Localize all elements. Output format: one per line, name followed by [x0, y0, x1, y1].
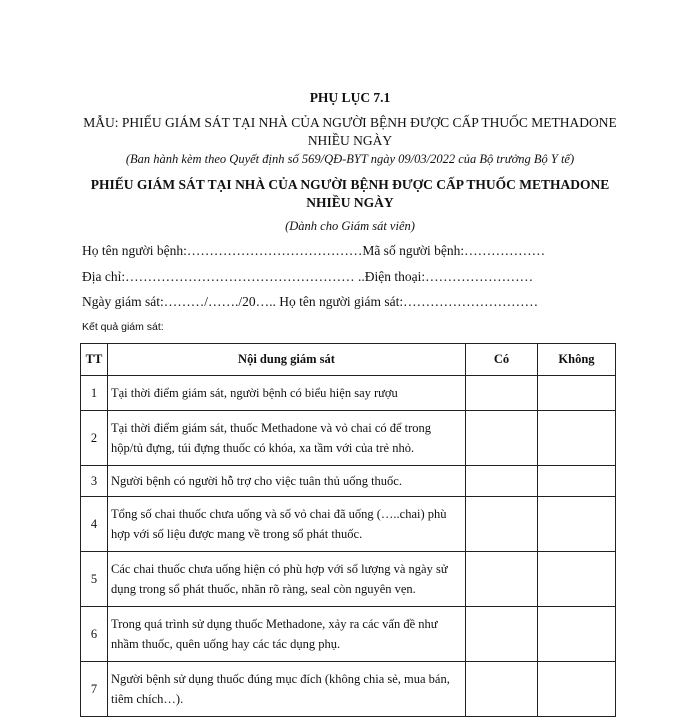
no-cell[interactable] [538, 466, 616, 497]
row-number: 6 [81, 607, 108, 662]
yes-cell[interactable] [466, 411, 538, 466]
yes-cell[interactable] [466, 552, 538, 607]
no-cell[interactable] [538, 376, 616, 411]
yes-cell[interactable] [466, 662, 538, 717]
supervision-date-line: Ngày giám sát:………/……./20….. Họ tên người giám sát:………………………… [82, 294, 539, 309]
form-title: MẪU: PHIẾU GIÁM SÁT TẠI NHÀ CỦA NGƯỜI BỆNH ĐƯỢC CẤP THUỐC METHADONE NHIỀU NGÀY [83, 115, 617, 148]
table-row [81, 662, 616, 717]
subtitle: (Dành cho Giám sát viên) [285, 219, 415, 233]
header-no: Không [538, 344, 616, 376]
table-row [81, 376, 616, 411]
row-content: Tại thời điểm giám sát, thuốc Methadone và vỏ chai có để trong hộp/tủ đựng, túi đựng thuốc có khóa, xa tầm với của trẻ nhỏ. [108, 411, 466, 466]
row-number: 4 [81, 497, 108, 552]
supervision-table [80, 343, 616, 717]
no-cell[interactable] [538, 411, 616, 466]
address-line: Địa chỉ:…………………………………………… ..Điện thoại:…………………… [82, 269, 534, 284]
table-row [81, 607, 616, 662]
no-cell[interactable] [538, 552, 616, 607]
row-content: Người bệnh sử dụng thuốc đúng mục đích (không chia sẻ, mua bán, tiêm chích…). [108, 662, 466, 717]
no-cell[interactable] [538, 662, 616, 717]
table-row [81, 497, 616, 552]
table-row [81, 466, 616, 497]
yes-cell[interactable] [466, 376, 538, 411]
row-number: 1 [81, 376, 108, 411]
row-number: 3 [81, 466, 108, 497]
row-number: 2 [81, 411, 108, 466]
header-tt: TT [81, 344, 108, 376]
no-cell[interactable] [538, 607, 616, 662]
row-number: 5 [81, 552, 108, 607]
yes-cell[interactable] [466, 497, 538, 552]
header-content: Nội dung giám sát [108, 344, 466, 376]
header-yes: Có [466, 344, 538, 376]
row-content: Các chai thuốc chưa uống hiện có phù hợp với số lượng và ngày sử dụng trong sổ phát thuốc, nhãn rõ ràng, seal còn nguyên vẹn. [108, 552, 466, 607]
row-content: Tại thời điểm giám sát, người bệnh có biểu hiện say rượu [108, 376, 466, 411]
result-label: Kết quả giám sát: [82, 321, 164, 333]
row-content: Người bệnh có người hỗ trợ cho việc tuân thủ uống thuốc. [108, 466, 466, 497]
table-row [81, 552, 616, 607]
yes-cell[interactable] [466, 466, 538, 497]
decree-note: (Ban hành kèm theo Quyết định số 569/QĐ-BYT ngày 09/03/2022 của Bộ trưởng Bộ Y tế) [125, 152, 575, 166]
yes-cell[interactable] [466, 607, 538, 662]
row-number: 7 [81, 662, 108, 717]
row-content: Tổng số chai thuốc chưa uống và số vỏ chai đã uống (…..chai) phù hợp với số liệu được mang về trong sổ phát thuốc. [108, 497, 466, 552]
table-row [81, 411, 616, 466]
row-content: Trong quá trình sử dụng thuốc Methadone, xảy ra các vấn đề như nhầm thuốc, quên uống hay các tác dụng phụ. [108, 607, 466, 662]
main-title: PHIẾU GIÁM SÁT TẠI NHÀ CỦA NGƯỜI BỆNH ĐƯỢC CẤP THUỐC METHADONE NHIỀU NGÀY [90, 177, 610, 210]
no-cell[interactable] [538, 497, 616, 552]
patient-info-line: Họ tên người bệnh:…………………………………Mã số người bệnh:……………… [82, 243, 546, 258]
appendix-heading: PHỤ LỤC 7.1 [309, 90, 391, 105]
table-header-row [81, 344, 616, 376]
